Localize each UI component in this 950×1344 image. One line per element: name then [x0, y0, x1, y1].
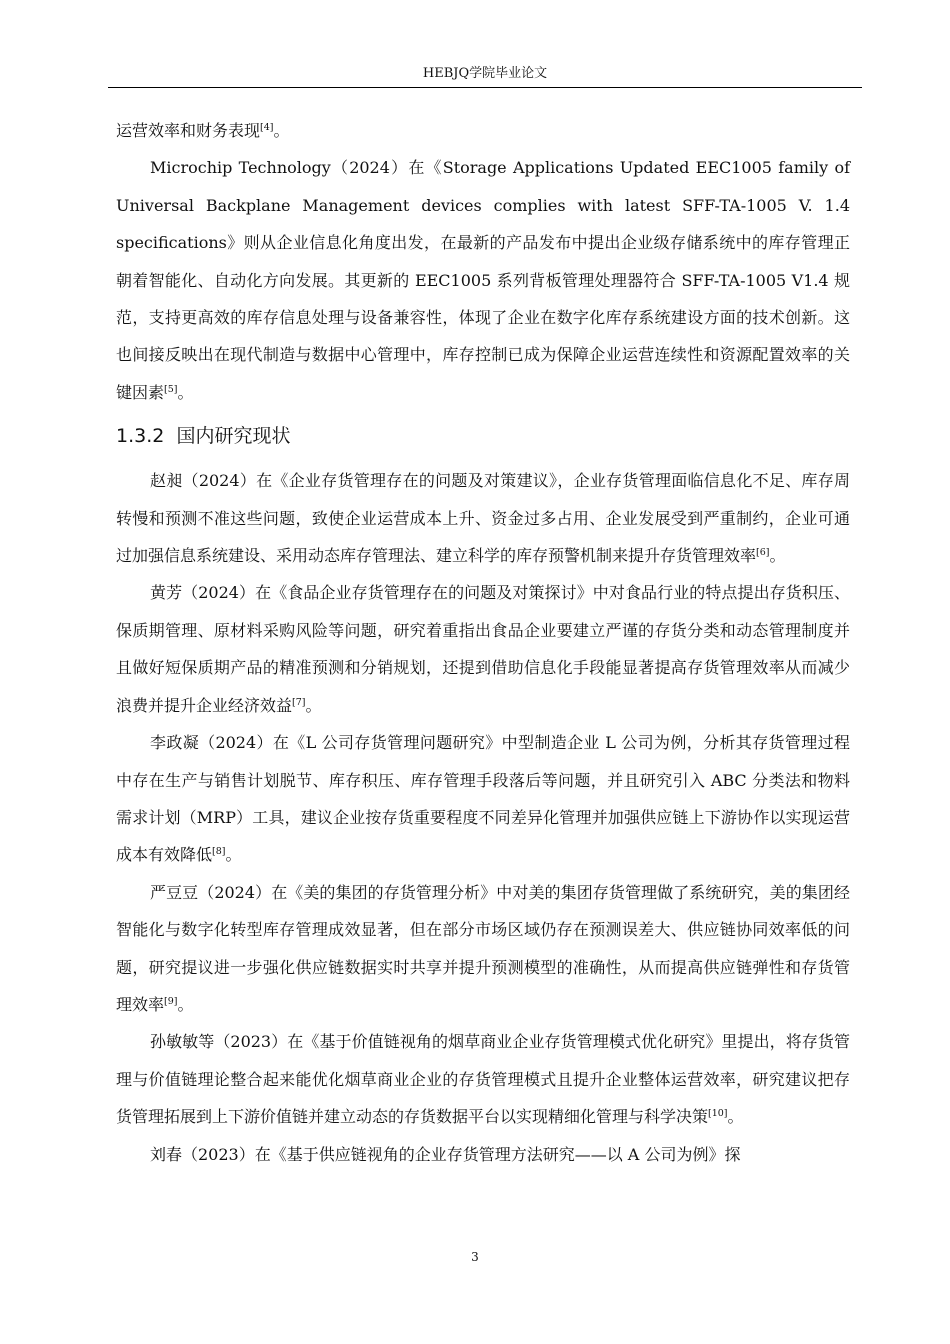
running-header: HEBJQ学院毕业论文 [422, 66, 548, 81]
paragraph-microchip: Microchip Technology（2024）在《Storage Applications Updated EEC1005 family of Universal Backplane Management devices complies with latest SFF-TA-1005 V. 1.4 specifications》则从企业信息化角度出发，在最新的产品发布中提出企业级存储系统中的库存管理正朝着智能化、自动化方向发展。其更新的 EEC1005 系列背板管理处理器符合 SFF-TA-1005 V1.4 规范，支持更高效的库存信息处理与设备兼容性，体现了企业在数字化库存系统建设方面的技术创新。这也间接反映出在现代制造与数据中心管理中，库存控制已成为保障企业运营连续性和资源配置效率的关键因素[5]。 [116, 158, 850, 402]
citation-ref[interactable]: [9] [164, 995, 178, 1007]
section-heading [116, 411, 850, 462]
paragraph-sun: 孙敏敏等（2023）在《基于价值链视角的烟草商业企业存货管理模式优化研究》里提出，将存货管理与价值链理论整合起来能优化烟草商业企业的存货管理模式且提升企业整体运营效率，研究建议把存货管理拓展到上下游价值链并建立动态的存货数据平台以实现精细化管理与科学决策[10]。 [116, 1032, 850, 1127]
section-number: 1.3.2 [116, 425, 165, 448]
paragraph-continuation: 运营效率和财务表现[4]。 [116, 121, 290, 140]
paragraph-liu: 刘春（2023）在《基于供应链视角的企业存货管理方法研究——以 A 公司为例》探 [150, 1144, 741, 1164]
citation-ref[interactable]: [4] [260, 122, 274, 133]
citation-ref[interactable]: [6] [756, 547, 770, 559]
section-title: 国内研究现状 [176, 425, 291, 448]
page-number: 3 [471, 1250, 479, 1264]
citation-ref[interactable]: [10] [708, 1108, 728, 1120]
header-rule [108, 87, 862, 88]
citation-ref[interactable]: [7] [292, 696, 306, 708]
paragraph-zhao: 赵昶（2024）在《企业存货管理存在的问题及对策建议》，企业存货管理面临信息化不足、库存周转慢和预测不准这些问题，致使企业运营成本上升、资金过多占用、企业发展受到严重制约，企业可通过加强信息系统建设、采用动态库存管理法、建立科学的库存预警机制来提升存货管理效率[6]。 [116, 471, 850, 566]
citation-ref[interactable]: [8] [212, 846, 226, 858]
body-content [116, 112, 850, 1173]
paragraph-li: 李政凝（2024）在《L 公司存货管理问题研究》中型制造企业 L 公司为例，分析其存货管理过程中存在生产与销售计划脱节、库存积压、库存管理手段落后等问题，并且研究引入 ABC 分类法和物料需求计划（MRP）工具，建议企业按存货重要程度不同差异化管理并加强供应链上下游协作以实现运营成本有效降低[8]。 [116, 733, 850, 865]
paragraph-huang: 黄芳（2024）在《食品企业存货管理存在的问题及对策探讨》中对食品行业的特点提出存货积压、保质期管理、原材料采购风险等问题，研究着重指出食品企业要建立严谨的存货分类和动态管理制度并且做好短保质期产品的精准预测和分销规划，还提到借助信息化手段能显著提高存货管理效率从而减少浪费并提升企业经济效益[7]。 [116, 583, 850, 715]
paragraph-yan: 严豆豆（2024）在《美的集团的存货管理分析》中对美的集团存货管理做了系统研究，美的集团经智能化与数字化转型库存管理成效显著，但在部分市场区域仍存在预测误差大、供应链协同效率低的问题，研究提议进一步强化供应链数据实时共享并提升预测模型的准确性，从而提高供应链弹性和存货管理效率[9]。 [116, 882, 850, 1014]
citation-ref[interactable]: [5] [164, 383, 178, 395]
